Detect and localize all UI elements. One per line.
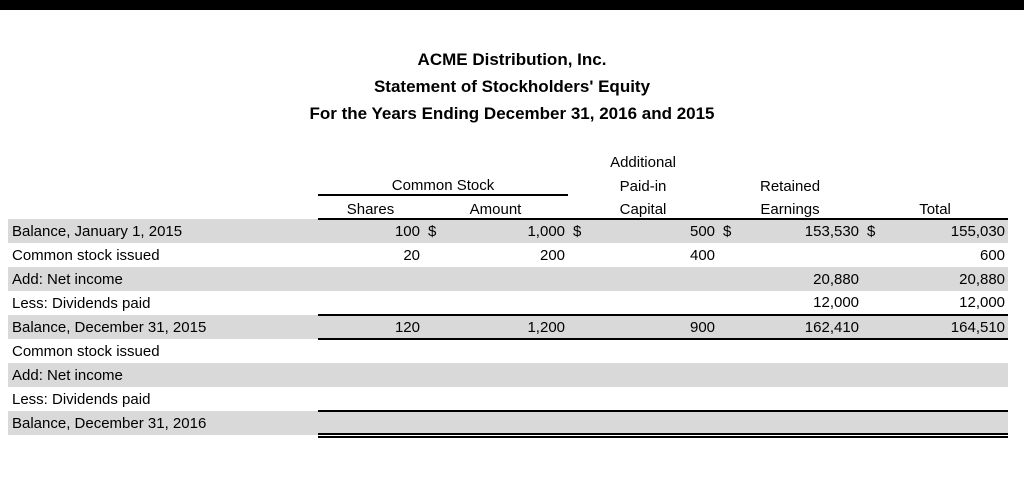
dollar-sign bbox=[568, 363, 593, 387]
dollar-sign bbox=[718, 315, 740, 339]
row-label: Balance, December 31, 2016 bbox=[8, 411, 318, 435]
header-row-1 bbox=[8, 147, 1008, 171]
cell-paid-in-capital bbox=[593, 339, 718, 363]
cell-total: 600 bbox=[980, 246, 1006, 264]
dollar-sign bbox=[862, 363, 882, 387]
header-spacer bbox=[318, 147, 568, 171]
dollar-sign bbox=[718, 243, 740, 267]
cell-paid-in-capital bbox=[593, 363, 718, 387]
cell-shares: 100 bbox=[318, 219, 423, 243]
table-row bbox=[8, 291, 1008, 315]
header-earnings: Earnings bbox=[718, 195, 862, 219]
dollar-sign bbox=[862, 339, 882, 363]
cell-amount bbox=[448, 267, 568, 291]
dollar-sign: $ bbox=[423, 219, 448, 243]
dollar-sign bbox=[568, 291, 593, 315]
dollar-sign bbox=[423, 267, 448, 291]
cell-total: 164,510 bbox=[882, 315, 1008, 339]
cell-total bbox=[882, 339, 1008, 363]
cell-retained-earnings: 20,880 bbox=[740, 267, 862, 291]
dollar-sign: $ bbox=[568, 219, 593, 243]
cell-paid-in-capital bbox=[593, 387, 718, 411]
cell-amount bbox=[448, 387, 568, 411]
table-row bbox=[8, 387, 1008, 411]
dollar-sign bbox=[568, 267, 593, 291]
cell-total: 155,030 bbox=[882, 219, 1008, 243]
cell-shares bbox=[318, 411, 423, 435]
cell-shares bbox=[318, 267, 423, 291]
table-row bbox=[8, 267, 1008, 291]
header-row-2 bbox=[8, 171, 1008, 195]
cell-retained-earnings: 12,000 bbox=[740, 291, 862, 315]
dollar-sign bbox=[423, 339, 448, 363]
dollar-sign bbox=[568, 243, 593, 267]
cell-shares bbox=[318, 387, 423, 411]
header-spacer bbox=[8, 195, 318, 219]
cell-amount: 1,000 bbox=[448, 219, 568, 243]
dollar-sign bbox=[423, 363, 448, 387]
dollar-sign bbox=[423, 387, 448, 411]
header-amount: Amount bbox=[423, 195, 568, 219]
cell-shares bbox=[318, 291, 423, 315]
cell-retained-earnings: 162,410 bbox=[740, 315, 862, 339]
cell-amount: 1,200 bbox=[448, 315, 568, 339]
dollar-sign bbox=[718, 291, 740, 315]
table-row bbox=[8, 411, 1008, 435]
cell-retained-earnings bbox=[740, 243, 862, 267]
cell-retained-earnings bbox=[740, 411, 862, 435]
stockholders-equity-table bbox=[8, 147, 1008, 438]
cell-total bbox=[882, 411, 1008, 435]
dollar-sign bbox=[423, 411, 448, 435]
row-label: Less: Dividends paid bbox=[12, 390, 151, 408]
dollar-sign bbox=[423, 315, 448, 339]
cell-total bbox=[882, 387, 1008, 411]
dollar-sign bbox=[718, 387, 740, 411]
statement-period: For the Years Ending December 31, 2016 and 2015 bbox=[309, 104, 715, 123]
dollar-sign bbox=[568, 411, 593, 435]
header-spacer bbox=[862, 171, 1008, 195]
row-label: Balance, December 31, 2015 bbox=[8, 315, 318, 339]
cell-amount bbox=[448, 411, 568, 435]
cell-paid-in-capital: 400 bbox=[690, 246, 716, 264]
row-label: Less: Dividends paid bbox=[12, 294, 151, 312]
dollar-sign bbox=[423, 243, 448, 267]
dollar-sign bbox=[718, 411, 740, 435]
dollar-sign bbox=[568, 339, 593, 363]
header-total: Total bbox=[862, 195, 1008, 219]
cell-retained-earnings bbox=[740, 387, 862, 411]
dollar-sign bbox=[718, 363, 740, 387]
table-row bbox=[8, 315, 1008, 339]
dollar-sign bbox=[718, 267, 740, 291]
dollar-sign bbox=[423, 291, 448, 315]
cell-total: 20,880 bbox=[882, 267, 1008, 291]
company-name: ACME Distribution, Inc. bbox=[417, 50, 607, 69]
dollar-sign bbox=[718, 339, 740, 363]
statement-title: Statement of Stockholders' Equity bbox=[373, 77, 651, 96]
header-spacer bbox=[862, 147, 1008, 171]
dollar-sign bbox=[862, 291, 882, 315]
table-row bbox=[8, 243, 1008, 267]
dollar-sign bbox=[862, 387, 882, 411]
top-bar bbox=[0, 0, 1024, 10]
dollar-sign bbox=[568, 387, 593, 411]
row-label: Common stock issued bbox=[12, 246, 160, 264]
cell-paid-in-capital: 900 bbox=[593, 315, 718, 339]
cell-retained-earnings bbox=[740, 363, 862, 387]
table-row bbox=[8, 219, 1008, 243]
row-label: Balance, January 1, 2015 bbox=[8, 219, 318, 243]
dollar-sign bbox=[862, 267, 882, 291]
dollar-sign bbox=[862, 411, 882, 435]
row-label: Add: Net income bbox=[8, 363, 318, 387]
header-capital: Capital bbox=[568, 195, 718, 219]
header-additional: Additional bbox=[610, 154, 676, 171]
row-label: Common stock issued bbox=[12, 342, 160, 360]
header-spacer bbox=[718, 147, 862, 171]
cell-total: 12,000 bbox=[882, 291, 1008, 315]
table-row bbox=[8, 363, 1008, 387]
cell-retained-earnings: 153,530 bbox=[740, 219, 862, 243]
cell-paid-in-capital bbox=[593, 411, 718, 435]
cell-retained-earnings bbox=[740, 339, 862, 363]
dollar-sign bbox=[862, 315, 882, 339]
cell-paid-in-capital bbox=[593, 291, 718, 315]
header-common-stock: Common Stock bbox=[318, 171, 568, 195]
header-shares: Shares bbox=[318, 195, 423, 219]
cell-shares: 20 bbox=[403, 246, 420, 264]
dollar-sign: $ bbox=[718, 219, 740, 243]
header-paid-in: Paid-in bbox=[619, 178, 667, 195]
dollar-sign bbox=[568, 315, 593, 339]
cell-amount bbox=[448, 291, 568, 315]
cell-shares bbox=[318, 363, 423, 387]
cell-amount bbox=[448, 363, 568, 387]
header-retained: Retained bbox=[760, 178, 821, 195]
row-label: Add: Net income bbox=[8, 267, 318, 291]
cell-amount: 200 bbox=[539, 246, 566, 264]
dollar-sign bbox=[862, 243, 882, 267]
cell-paid-in-capital: 500 bbox=[593, 219, 718, 243]
cell-shares: 120 bbox=[318, 315, 423, 339]
header-spacer bbox=[8, 147, 318, 171]
cell-paid-in-capital bbox=[593, 267, 718, 291]
cell-amount bbox=[448, 339, 568, 363]
table-row bbox=[8, 339, 1008, 363]
cell-shares bbox=[318, 339, 423, 363]
statement-header bbox=[0, 46, 1024, 127]
dollar-sign: $ bbox=[862, 219, 882, 243]
cell-total bbox=[882, 363, 1008, 387]
header-spacer bbox=[8, 171, 318, 195]
header-row-3 bbox=[8, 195, 1008, 219]
